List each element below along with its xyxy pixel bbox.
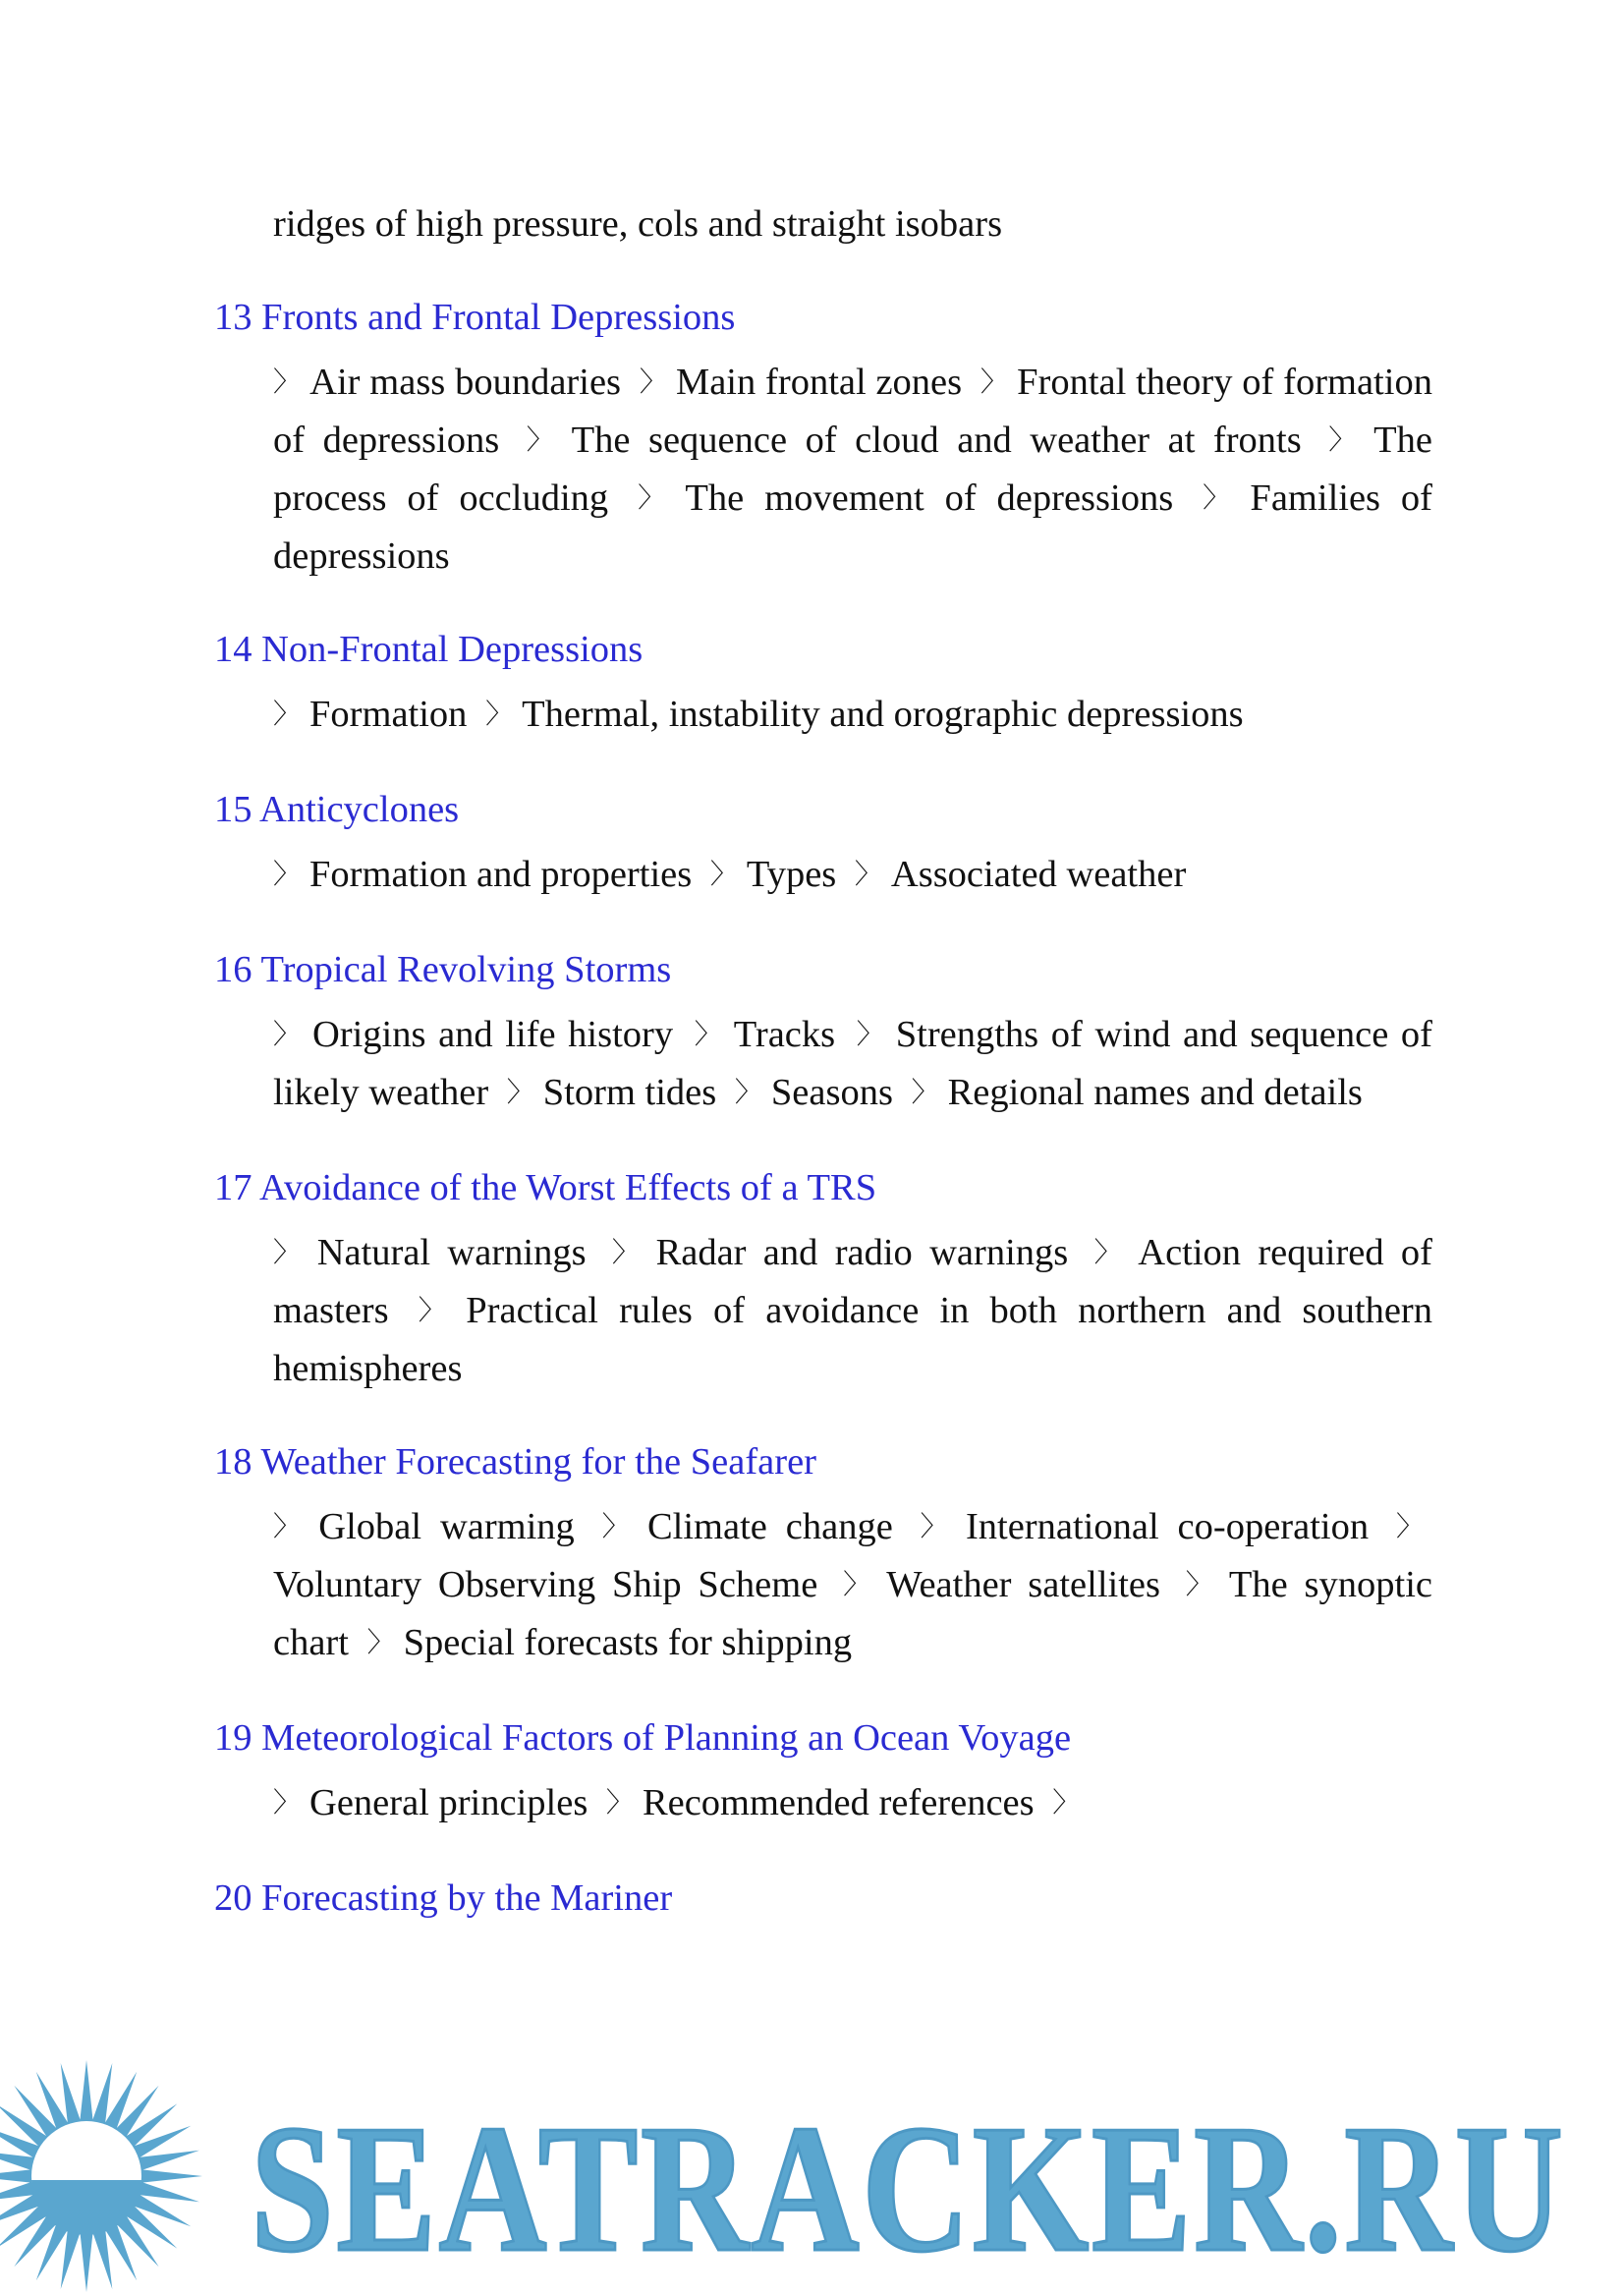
- chevron-right-icon: 〉: [485, 698, 514, 730]
- chevron-right-icon: 〉: [418, 1294, 458, 1326]
- topic-item: The process of occluding: [273, 420, 1433, 519]
- chapter-title[interactable]: [214, 290, 1432, 346]
- topic-item: Associated weather: [890, 854, 1187, 895]
- chapter-number: 13: [214, 297, 252, 338]
- chapter-list: [214, 290, 1432, 1927]
- chapter-title[interactable]: [214, 1160, 1432, 1216]
- chevron-right-icon: 〉: [734, 1076, 762, 1108]
- topic-item: Recommended references: [642, 1782, 1035, 1823]
- chapter-entry: [214, 290, 1432, 585]
- topic-item: Action required of masters: [273, 1232, 1432, 1331]
- chapter-title[interactable]: [214, 1434, 1432, 1490]
- chapter-number: 17: [214, 1167, 252, 1208]
- chapter-title[interactable]: [214, 1871, 1432, 1927]
- chevron-right-icon: 〉: [911, 1076, 939, 1108]
- chapter-title-text: Anticyclones: [259, 789, 460, 830]
- chevron-right-icon: 〉: [694, 1018, 725, 1050]
- chapter-entry: [214, 942, 1432, 1123]
- chevron-right-icon: 〉: [273, 1786, 302, 1819]
- chevron-right-icon: 〉: [273, 698, 302, 730]
- chapter-title-text: Avoidance of the Worst Effects of a TRS: [259, 1167, 877, 1208]
- chapter-entry: [214, 622, 1432, 745]
- chevron-right-icon: 〉: [980, 365, 1009, 398]
- chapter-title[interactable]: [214, 942, 1432, 998]
- continued-text: ridges of high pressure, cols and straight isobars: [273, 203, 1003, 245]
- chapter-topics: [273, 1775, 1432, 1833]
- chapter-topics: [273, 1007, 1432, 1123]
- topic-item: Regional names and details: [947, 1072, 1363, 1113]
- topic-item: Families of depressions: [273, 477, 1433, 577]
- chevron-right-icon: 〉: [1093, 1236, 1130, 1268]
- chapter-entry: [214, 1710, 1432, 1833]
- topic-item: Frontal theory of formation of depressions: [273, 362, 1432, 461]
- chapter-topics: [273, 1499, 1432, 1673]
- chapter-topics: [273, 355, 1432, 585]
- chapter-topics: [273, 687, 1432, 745]
- chevron-right-icon: 〉: [1203, 481, 1242, 514]
- chapter-title-text: Non-Frontal Depressions: [261, 629, 644, 670]
- chapter-topics: [273, 847, 1432, 905]
- chapter-title[interactable]: [214, 782, 1432, 838]
- chevron-right-icon: 〉: [273, 1236, 308, 1268]
- topic-item: Tracks: [733, 1014, 836, 1055]
- topic-item: Weather satellites: [886, 1564, 1160, 1605]
- topic-item: Storm tides: [542, 1072, 717, 1113]
- chapter-number: 20: [214, 1877, 252, 1919]
- topic-item: Natural warnings: [316, 1232, 587, 1273]
- chapter-number: 15: [214, 789, 252, 830]
- chapter-entry: [214, 1160, 1432, 1397]
- chapter-entry: [214, 1871, 1432, 1927]
- watermark-text: SEATRACKER.RU: [251, 2088, 1566, 2290]
- topic-item: Special forecasts for shipping: [403, 1622, 853, 1663]
- topic-item: The synoptic chart: [273, 1564, 1432, 1663]
- chevron-right-icon: 〉: [639, 365, 667, 398]
- chevron-right-icon: 〉: [1395, 1510, 1424, 1542]
- chevron-right-icon: 〉: [526, 423, 563, 456]
- topic-item: General principles: [309, 1782, 588, 1823]
- chapter-number: 14: [214, 629, 252, 670]
- chapter-entry: [214, 782, 1432, 905]
- topic-item: Types: [746, 854, 837, 895]
- topic-item: Air mass boundaries: [309, 362, 622, 403]
- chevron-right-icon: 〉: [856, 1018, 887, 1050]
- chevron-right-icon: 〉: [605, 1786, 634, 1819]
- chevron-right-icon: 〉: [611, 1236, 647, 1268]
- topic-item: Thermal, instability and orographic depressions: [522, 694, 1244, 735]
- chevron-right-icon: 〉: [273, 858, 302, 890]
- chapter-title-text: Weather Forecasting for the Seafarer: [260, 1441, 817, 1483]
- chevron-right-icon: 〉: [854, 858, 882, 890]
- chevron-right-icon: 〉: [601, 1510, 639, 1542]
- topic-item: Voluntary Observing Ship Scheme: [273, 1564, 818, 1605]
- chapter-title-text: Tropical Revolving Storms: [260, 949, 672, 990]
- topic-item: The sequence of cloud and weather at fronts: [571, 420, 1302, 461]
- chapter-title-text: Forecasting by the Mariner: [261, 1877, 673, 1919]
- chapter-number: 19: [214, 1717, 252, 1759]
- chapter-entry: [214, 1434, 1432, 1673]
- topic-item: Seasons: [770, 1072, 893, 1113]
- topic-item: Formation: [309, 694, 468, 735]
- chevron-right-icon: 〉: [273, 365, 302, 398]
- topic-item: International co-operation: [965, 1506, 1370, 1547]
- chevron-right-icon: 〉: [709, 858, 738, 890]
- chevron-right-icon: 〉: [506, 1076, 534, 1108]
- chevron-right-icon: 〉: [1052, 1786, 1081, 1819]
- topic-item: Strengths of wind and sequence of likely weather: [273, 1014, 1432, 1113]
- topic-item: Formation and properties: [309, 854, 693, 895]
- chapter-number: 18: [214, 1441, 252, 1483]
- topic-item: Radar and radio warnings: [655, 1232, 1069, 1273]
- topic-item: Origins and life history: [311, 1014, 674, 1055]
- topic-item: Global warming: [318, 1506, 575, 1547]
- chevron-right-icon: 〉: [843, 1568, 878, 1600]
- chevron-right-icon: 〉: [273, 1018, 304, 1050]
- chapter-topics: [273, 1225, 1432, 1397]
- topic-item: Practical rules of avoidance in both northern and southern hemispheres: [273, 1290, 1432, 1389]
- chevron-right-icon: 〉: [920, 1510, 957, 1542]
- chevron-right-icon: 〉: [1328, 423, 1366, 456]
- topic-item: Main frontal zones: [675, 362, 963, 403]
- chapter-title[interactable]: [214, 1710, 1432, 1766]
- chapter-number: 16: [214, 949, 252, 990]
- topic-item: Climate change: [646, 1506, 893, 1547]
- chevron-right-icon: 〉: [366, 1626, 395, 1658]
- chapter-title-text: Fronts and Frontal Depressions: [261, 297, 736, 338]
- table-of-contents: [214, 196, 1432, 1935]
- chevron-right-icon: 〉: [1185, 1568, 1220, 1600]
- topic-item: The movement of depressions: [685, 477, 1174, 519]
- chevron-right-icon: 〉: [638, 481, 677, 514]
- chapter-title[interactable]: [214, 622, 1432, 678]
- chevron-right-icon: 〉: [273, 1510, 310, 1542]
- chapter-title-text: Meteorological Factors of Planning an Ocean Voyage: [261, 1717, 1072, 1759]
